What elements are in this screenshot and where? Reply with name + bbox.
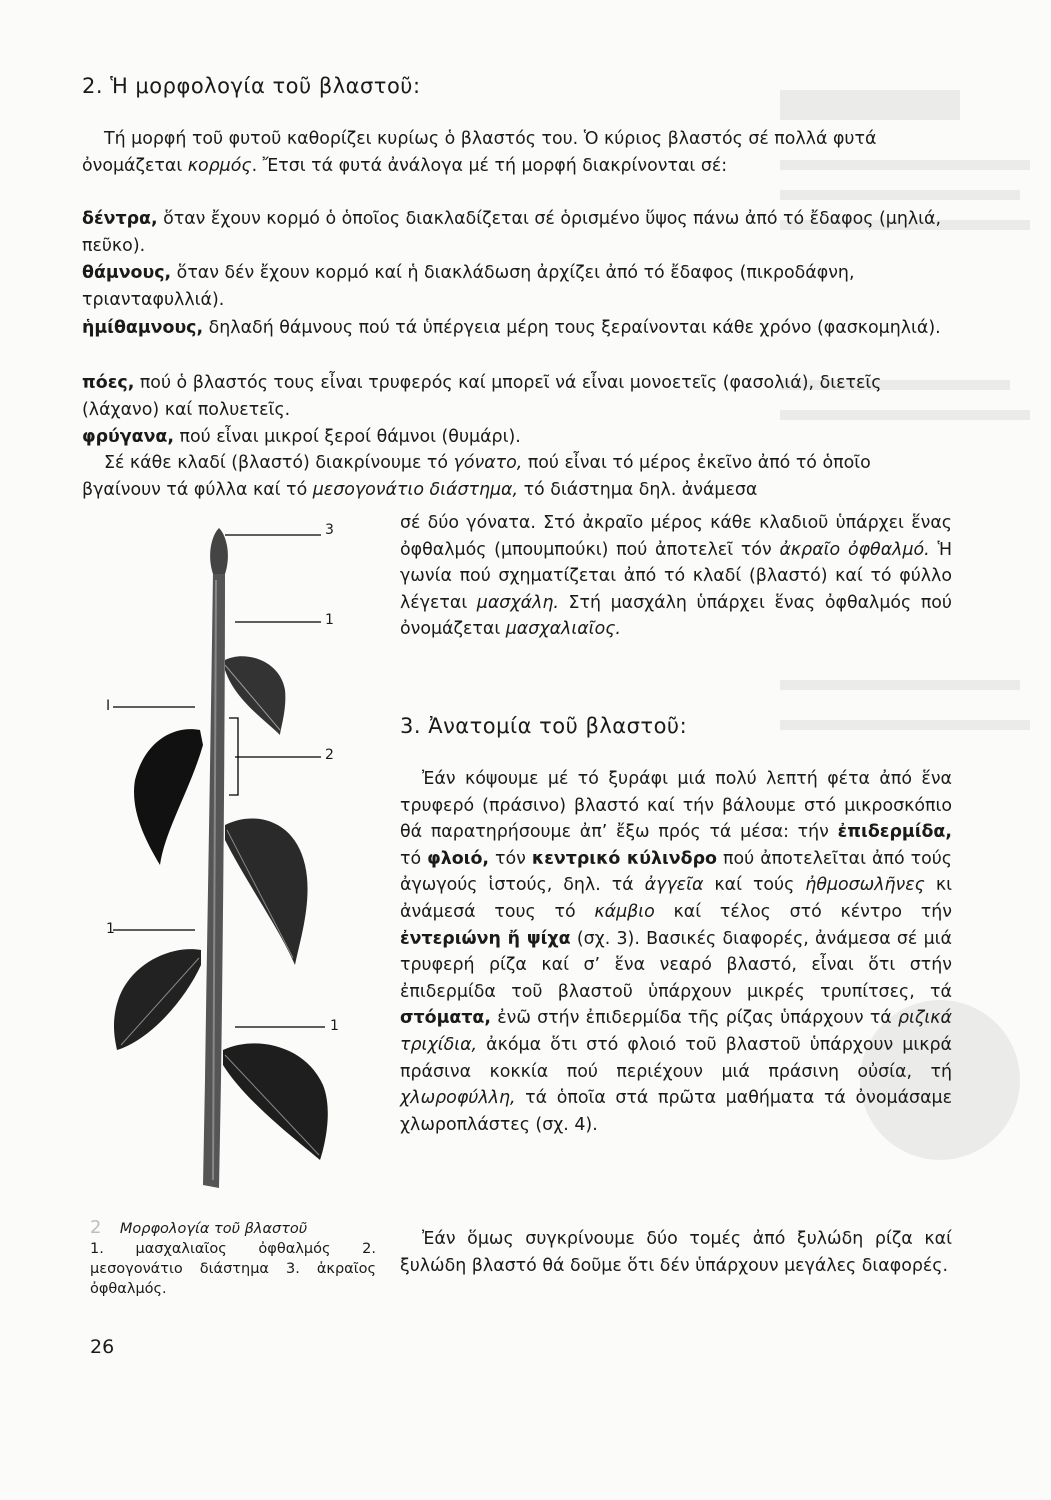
- label-terminal-bud: 3: [325, 522, 334, 538]
- page-number: 26: [90, 1336, 115, 1358]
- anatomy-paragraph: Ἐάν κόψουμε μέ τό ξυράφι μιά πολύ λεπτή φέτα ἀπό ἕνα τρυφερό (πράσινο) βλαστό καί τήν βάλουμε στό μικροσκόπιο θά παρατηρήσουμε ἀπ’ ἔξω πρός τά μέσα: τήν ἐπιδερμίδα, τό φλοιό, τόν κεντρικό κύλινδρο πού ἀποτελεῖται ἀπό τούς ἀγωγούς ἱστούς, δηλ. τά ἀγγεῖα καί τούς ἠθμοσωλῆνες κι ἀνάμεσά τους τό κάμβιο καί τέλος στό κέντρο τήν ἐντεριώνη ἤ ψίχα (σχ. 3). Βασικές διαφορές, ἀνάμεσα σέ μιά τρυφερή ρίζα καί σ’ ἕνα νεαρό βλαστό, εἶναι ὅτι στήν ἐπιδερμίδα τοῦ βλαστοῦ ὑπάρχουν μικρές τρυπίτσες, τά στόματα, ἐνῶ στήν ἐπιδερμίδα τῆς ρίζας ὑπάρχουν τά ριζικά τριχίδια, ἀκόμα ὅτι στό φλοιό τοῦ βλαστοῦ ὑπάρχουν μικρά πράσινα κοκκία πού περιέχουν μιά πράσινη οὐσία, τή χλωροφύλλη, τά ὁποῖα στά πρῶτα μαθήματα τά ὀνομάσαμε χλωροπλάστες (σχ. 4).: [400, 769, 953, 1135]
- dark-left-leaf: [134, 729, 203, 865]
- right-leaf: [225, 818, 308, 965]
- plant-type-subshrubs: ἡμίθαμνους, δηλαδή θάμνους πού τά ὑπέργεια μέρη τους ξεραίνονται κάθε χρόνο (φασκομηλιά).: [82, 318, 941, 338]
- upper-leaf: [225, 656, 285, 735]
- label-axillary-top: 1: [325, 612, 334, 628]
- plant-type-phrygana: φρύγανα, πού εἶναι μικροί ξεροί θάμνοι (θυμάρι).: [82, 427, 521, 447]
- section-2-heading: 2. Ἡ μορφολογία τοῦ βλαστοῦ:: [82, 74, 421, 98]
- label-left-upper: I: [106, 698, 111, 714]
- section-3-heading: 3. Ἀνατομία τοῦ βλαστοῦ:: [400, 714, 688, 738]
- label-axillary-low: 1: [330, 1018, 339, 1034]
- shoot-morphology-figure: [95, 520, 355, 1200]
- plant-type-shrubs: θάμνους, ὅταν δέν ἔχουν κορμό καί ἡ διακλάδωση ἀρχίζει ἀπό τό ἔδαφος (πικροδάφνη, τριανταφυλλιά).: [82, 263, 855, 310]
- intro-paragraph: Τή μορφή τοῦ φυτοῦ καθορίζει κυρίως ὁ βλαστός του. Ὁ κύριος βλαστός σέ πολλά φυτά ὀνομάζεται κορμός. Ἔτσι τά φυτά ἀνάλογα μέ τή μορφή διακρίνονται σέ:: [82, 129, 877, 176]
- plant-type-herbs: πόες, πού ὁ βλαστός τους εἶναι τρυφερός καί μπορεῖ νά εἶναι μονοετεῖς (φασολιά), διετεῖς (λάχανο) καί πολυετεῖς.: [82, 373, 882, 420]
- label-internode: 2: [325, 747, 334, 763]
- plant-type-trees: δέντρα, ὅταν ἔχουν κορμό ὁ ὁποῖος διακλαδίζεται σέ ὁρισμένο ὕψος πάνω ἀπό τό ἔδαφος (μηλιά, πεῦκο).: [82, 209, 942, 256]
- lower-left-leaf: [114, 949, 201, 1050]
- node-paragraph: Σέ κάθε κλαδί (βλαστό) διακρίνουμε τό γόνατο, πού εἶναι τό μέρος ἐκεῖνο ἀπό τό ὁποῖο βγαίνουν τά φύλλα καί τό μεσογονάτιο διάστημα, τό διάστημα δηλ. ἀνάμεσα: [82, 453, 871, 500]
- figure-caption-text: 1. μασχαλιαῖος ὀφθαλμός 2. μεσογονάτιο διάστημα 3. ἀκραῖος ὀφθαλμός.: [90, 1241, 376, 1297]
- node-paragraph-continued: σέ δύο γόνατα. Στό ἀκραῖο μέρος κάθε κλαδιοῦ ὑπάρχει ἕνας ὀφθαλμός (μπουμπούκι) πού ἀποτελεῖ τόν ἀκραῖο ὀφθαλμό. Ἡ γωνία πού σχηματίζεται ἀπό τό κλαδί (βλαστό) καί τό φύλλο λέγεται μασχάλη. Στή μασχάλη ὑπάρχει ἕνας ὀφθαλμός πού ὀνομάζεται μασχαλιαῖος.: [400, 513, 952, 640]
- comparison-paragraph: Ἐάν ὅμως συγκρίνουμε δύο τομές ἀπό ξυλώδη ρίζα καί ξυλώδη βλαστό θά δοῦμε ὅτι δέν ὑπάρχουν μεγάλες διαφορές.: [400, 1229, 952, 1276]
- figure-title: Μορφολογία τοῦ βλαστοῦ: [119, 1221, 308, 1237]
- label-left-lower: 1: [106, 921, 115, 937]
- figure-caption: [90, 1218, 376, 1299]
- figure-number: 2: [90, 1217, 102, 1238]
- bottom-right-leaf: [223, 1043, 328, 1160]
